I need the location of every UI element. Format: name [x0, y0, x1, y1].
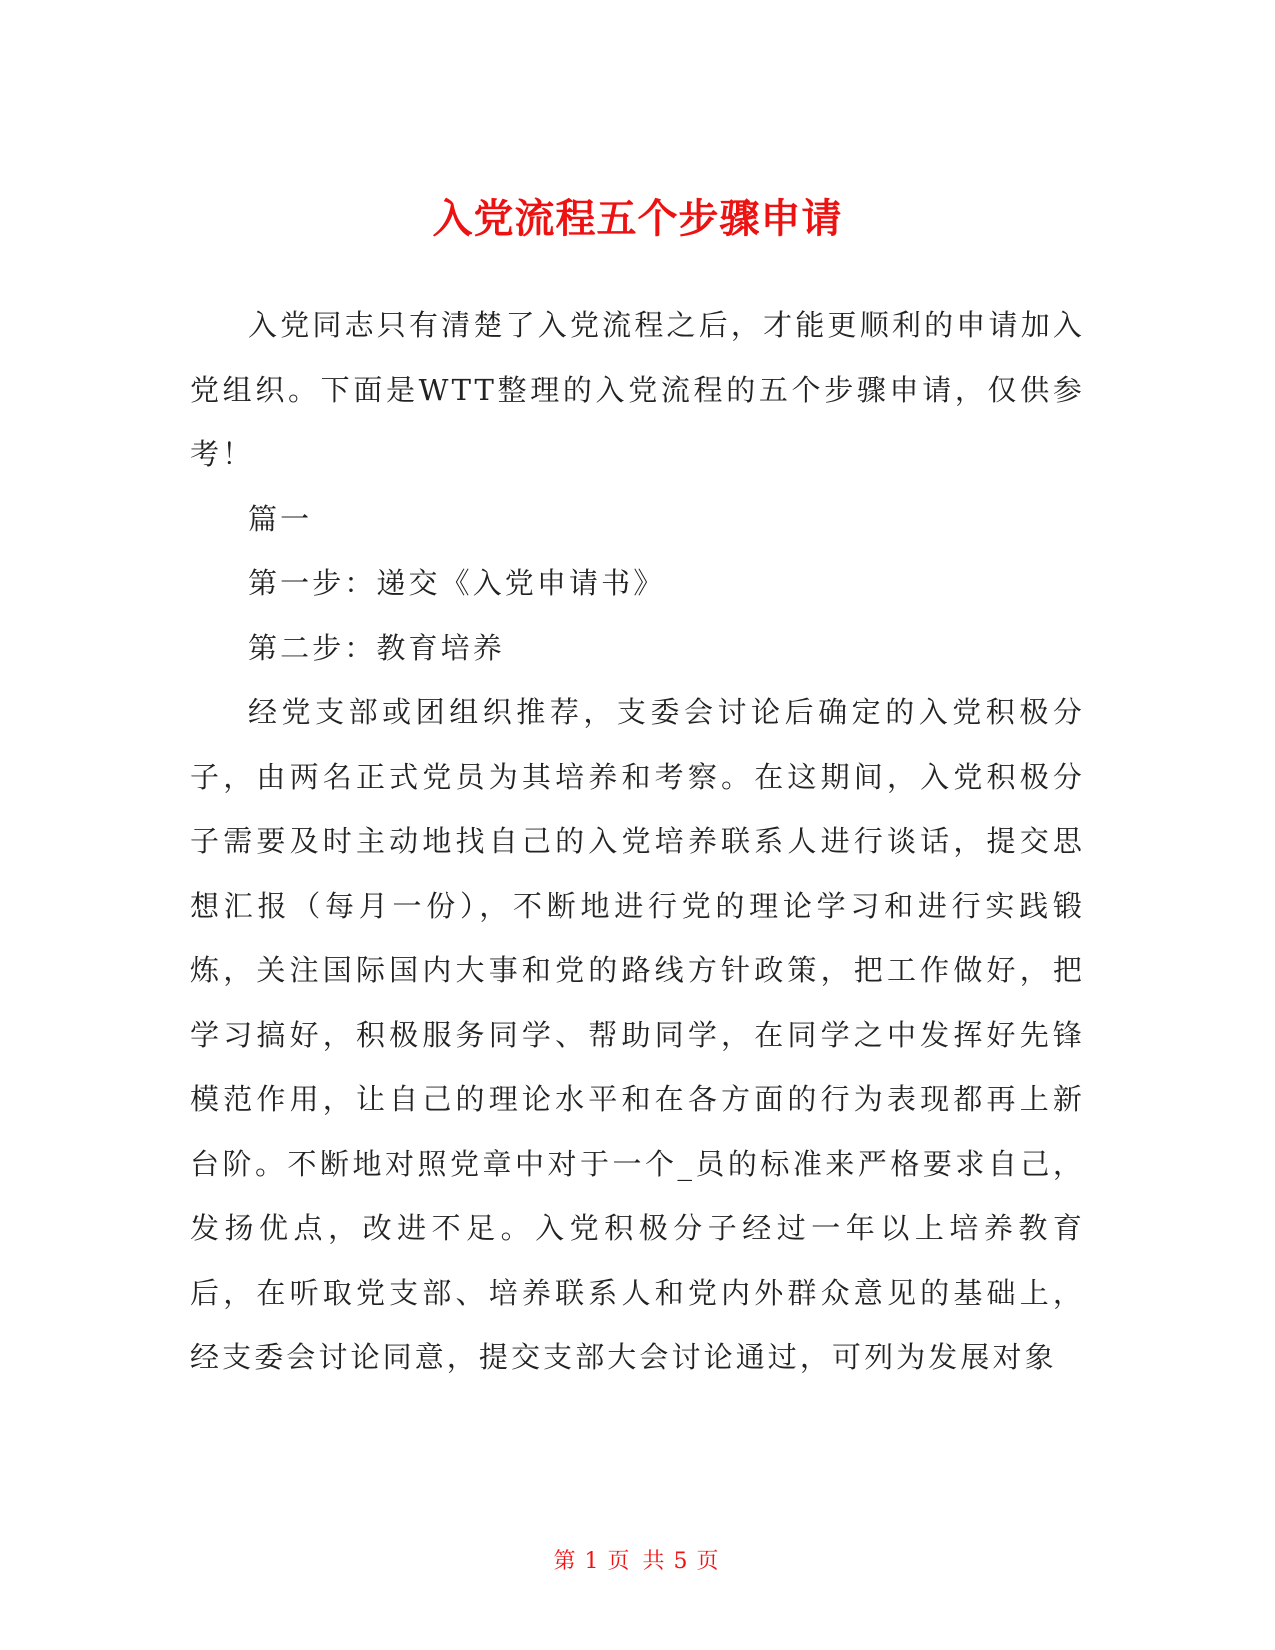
footer-prefix: 第: [553, 1549, 579, 1574]
step-one-heading: 第一步：递交《入党申请书》: [248, 566, 666, 600]
page-footer: [0, 1547, 1275, 1577]
footer-total-pages: 5: [673, 1549, 691, 1574]
section-heading: 篇一: [248, 501, 313, 536]
footer-current-page: 1: [584, 1549, 602, 1574]
footer-suffix: 页: [696, 1549, 722, 1574]
document-body: [190, 293, 1085, 1390]
step-two-heading: 第二步：教育培养: [248, 630, 505, 665]
document-title: 入党流程五个步骤申请: [432, 195, 843, 242]
footer-middle: 页 共: [607, 1549, 668, 1574]
step-two-paragraph: 经党支部或团组织推荐，支委会讨论后确定的入党积极分子，由两名正式党员为其培养和考察。在这期间，入党积极分子需要及时主动地找自己的入党培养联系人进行谈话，提交思想汇报（每月一份），不断地进行党的理论学习和进行实践锻炼，关注国际国内大事和党的路线方针政策，把工作做好，把学习搞好，积极服务同学、帮助同学，在同学之中发挥好先锋模范作用，让自己的理论水平和在各方面的行为表现都再上新台阶。不断地对照党章中对于一个_员的标准来严格要求自己，发扬优点，改进不足。入党积极分子经过一年以上培养教育后，在听取党支部、培养联系人和党内外群众意见的基础上，经支委会讨论同意，提交支部大会讨论通过，可列为发展对象: [190, 695, 1085, 1374]
intro-paragraph: 入党同志只有清楚了入党流程之后，才能更顺利的申请加入党组织。下面是WTT整理的入党流程的五个步骤申请，仅供参考！: [190, 308, 1085, 471]
